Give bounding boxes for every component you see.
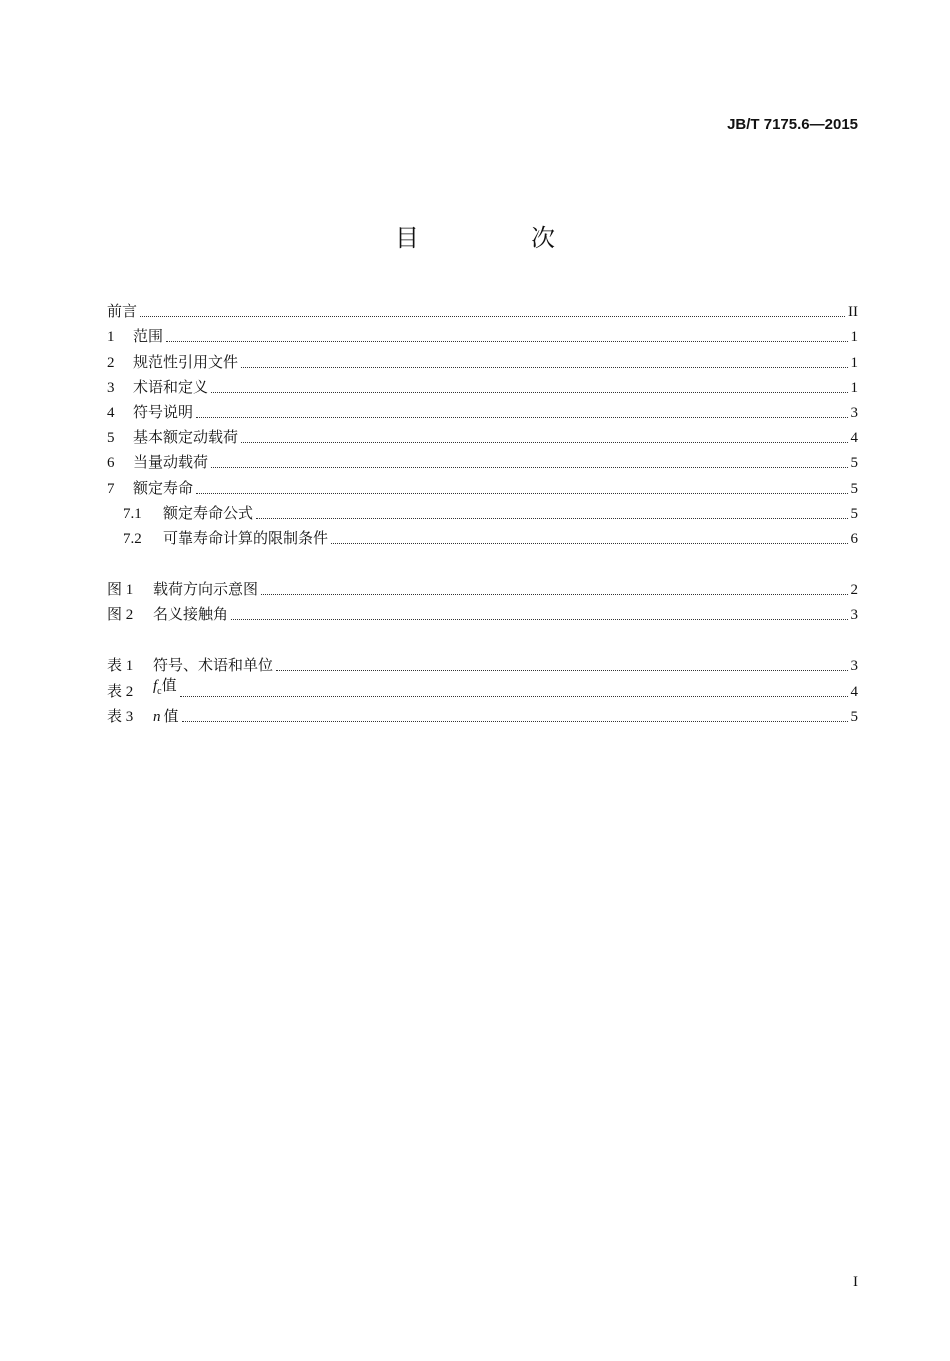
toc-entry-3[interactable] (107, 372, 858, 397)
toc-page: 5 (850, 505, 858, 522)
leader-dots (241, 441, 847, 443)
toc-num: 2 (107, 354, 115, 371)
toc-label: 当量动载荷 (133, 455, 209, 472)
toc-label: 名义接触角 (153, 607, 229, 624)
toc-page: 4 (850, 430, 858, 447)
toc-label: 基本额定动载荷 (133, 430, 239, 447)
toc-num: 7.1 (123, 505, 142, 522)
toc-label: 额定寿命 (133, 480, 194, 497)
leader-dots (196, 492, 847, 494)
leader-dots (211, 391, 847, 393)
toc-page: 3 (850, 658, 858, 675)
toc-page: 1 (850, 329, 858, 346)
toc-entry-6[interactable] (107, 447, 858, 472)
toc-entry-table-1[interactable] (107, 650, 858, 675)
toc-page: 3 (850, 607, 858, 624)
toc-page: 5 (850, 480, 858, 497)
toc-entry-7[interactable] (107, 472, 858, 497)
toc-num: 图 2 (107, 607, 134, 624)
toc-entry-figure-2[interactable] (107, 599, 858, 624)
toc-label: 符号、术语和单位 (153, 658, 274, 675)
toc-label: 术语和定义 (133, 379, 209, 396)
toc-entry-7-1[interactable] (107, 498, 858, 523)
toc-label: 可靠寿命计算的限制条件 (163, 530, 329, 547)
toc-num: 4 (107, 404, 115, 421)
leader-dots (196, 416, 847, 418)
toc-label: 载荷方向示意图 (153, 582, 259, 599)
toc-num: 7 (107, 480, 115, 497)
toc-entry-table-2[interactable] (107, 675, 858, 700)
leader-dots (276, 669, 847, 671)
leader-dots (331, 542, 847, 544)
toc-label-text: 值 (163, 708, 179, 725)
toc-entry-2[interactable] (107, 346, 858, 371)
toc-entry-foreword[interactable] (107, 296, 858, 321)
toc-num: 5 (107, 430, 115, 447)
leader-dots (256, 517, 847, 519)
toc-label: 符号说明 (133, 404, 194, 421)
toc-entry-4[interactable] (107, 397, 858, 422)
page-number: I (853, 1274, 858, 1290)
toc-page: 5 (850, 708, 858, 725)
toc-num: 表 1 (107, 658, 134, 675)
toc-label (153, 708, 179, 726)
toc-num: 1 (107, 329, 115, 346)
toc-entry-7-2[interactable] (107, 523, 858, 548)
toc-num: 3 (107, 379, 115, 396)
toc-page: 6 (850, 530, 858, 547)
leader-dots (211, 466, 847, 468)
symbol-f: f (153, 677, 158, 694)
toc-num: 7.2 (123, 530, 142, 547)
leader-dots (261, 593, 847, 595)
leader-dots (182, 720, 848, 722)
toc-label: 额定寿命公式 (163, 505, 254, 522)
symbol-n: n (153, 708, 161, 725)
toc-page: 3 (850, 404, 858, 421)
symbol-subscript: c (157, 685, 162, 697)
toc-label (153, 677, 177, 701)
toc-entry-figure-1[interactable] (107, 574, 858, 599)
toc-label: 范围 (133, 329, 164, 346)
page-title: 目 次 (395, 224, 599, 252)
toc-page: II (848, 304, 858, 321)
toc-num: 表 3 (107, 708, 134, 725)
table-of-contents (107, 296, 858, 726)
toc-page: 2 (850, 582, 858, 599)
toc-label: 规范性引用文件 (133, 354, 239, 371)
toc-entry-5[interactable] (107, 422, 858, 447)
leader-dots (180, 695, 848, 697)
toc-entry-1[interactable] (107, 321, 858, 346)
toc-num: 表 2 (107, 683, 134, 700)
leader-dots (140, 315, 845, 317)
toc-page: 4 (850, 683, 858, 700)
toc-num: 6 (107, 455, 115, 472)
toc-num: 图 1 (107, 582, 134, 599)
toc-page: 1 (850, 354, 858, 371)
toc-label-text: 值 (161, 677, 177, 694)
leader-dots (166, 340, 847, 342)
leader-dots (231, 618, 847, 620)
toc-entry-table-3[interactable] (107, 701, 858, 726)
leader-dots (241, 366, 847, 368)
toc-page: 5 (850, 455, 858, 472)
toc-page: 1 (850, 379, 858, 396)
standard-code: JB/T 7175.6—2015 (727, 116, 858, 133)
toc-label: 前言 (107, 304, 138, 321)
